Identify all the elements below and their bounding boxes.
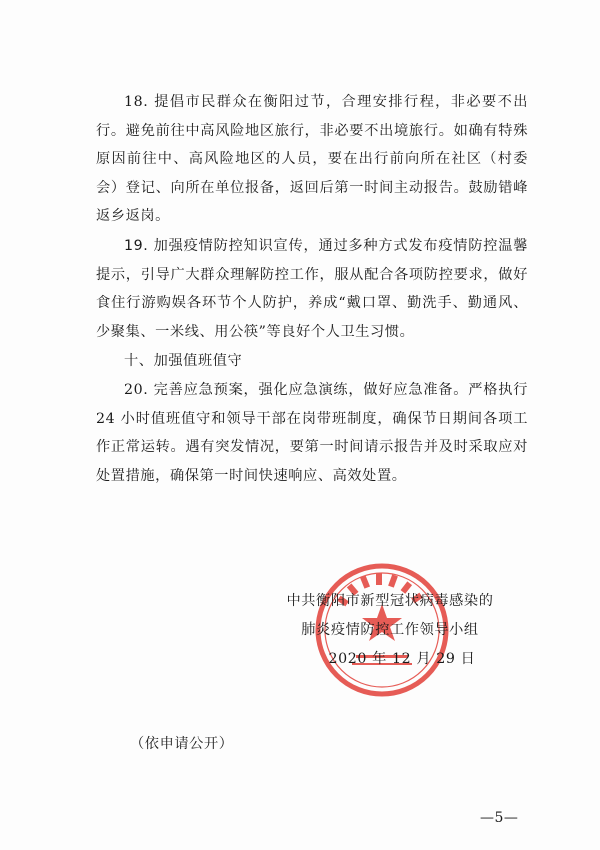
document-body <box>96 88 528 491</box>
signature-date: 2020 年 12 月 29 日 <box>328 651 476 667</box>
section-heading: 十、加强值班值守 <box>124 353 243 370</box>
signature-org-line2: 肺炎疫情防控工作领导小组 <box>301 622 479 638</box>
paragraph-19 <box>96 232 528 346</box>
paragraph-19-body: 通过多种方式发布疫情防控温馨提示，引导广大群众理解防控工作，服从配合各项防控要求，做好食住行游购娱各环节个人防护，养成“戴口罩、勤洗手、勤通风、少聚集、一米线、用公筷”等良好个人卫生习惯。 <box>96 237 529 340</box>
paragraph-18: 18. 提倡市民群众在衡阳过节，合理安排行程，非必要不出行。避免前往中高风险地区旅行，非必要不出境旅行。如确有特殊原因前往中、高风险地区的人员，要在出行前向所在社区（村委会）登记、向所在单位报备，返回后第一时间主动报告。鼓励错峰返乡返岗。 <box>96 94 528 225</box>
signature-block <box>240 587 540 674</box>
paragraph-19-lead: 19. 加强疫情防控知识宣传， <box>124 237 319 254</box>
paragraph-20: 20. 完善应急预案，强化应急演练，做好应急准备。严格执行 24 小时值班值守和领导干部在岗带班制度，确保节日期间各项工作正常运转。遇有突发情况，要第一时间请示报告并及时采取应对处置措施，确保第一时间快速响应、高效处置。 <box>96 381 528 484</box>
disclosure-note: （依申请公开） <box>130 736 234 752</box>
signature-org-line1: 中共衡阳市新型冠状病毒感染的 <box>286 593 494 609</box>
page-number: —5— <box>480 810 519 826</box>
